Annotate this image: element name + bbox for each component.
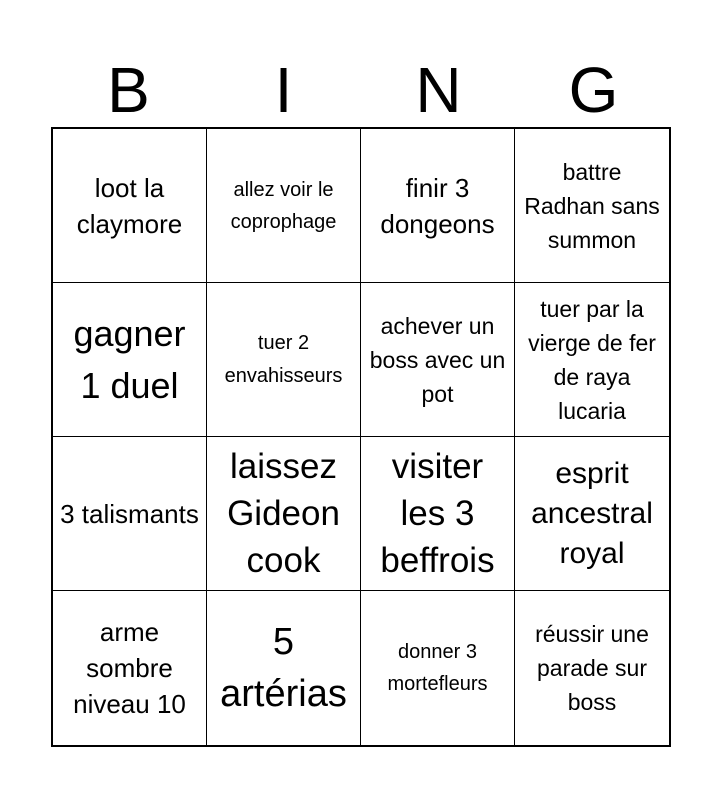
header-letter-n: N	[415, 54, 462, 126]
bingo-cell-r1-c1[interactable]	[53, 129, 207, 283]
cell-text: esprit ancestral royal	[531, 456, 653, 570]
bingo-header	[51, 52, 671, 128]
bingo-cell-r3-c3[interactable]	[361, 437, 515, 591]
cell-text: donner 3 mortefleurs	[387, 641, 488, 695]
cell-text: réussir une parade sur boss	[535, 621, 649, 715]
bingo-cell-r2-c3[interactable]	[361, 283, 515, 437]
bingo-cell-r2-c2[interactable]	[207, 283, 361, 437]
cell-text: battre Radhan sans summon	[524, 158, 660, 253]
bingo-cell-r2-c1[interactable]	[53, 283, 207, 437]
cell-text: arme sombre niveau 10	[73, 617, 186, 719]
bingo-cell-r4-c1[interactable]	[53, 591, 207, 745]
cell-text: tuer par la vierge de fer de raya lucaria	[528, 295, 656, 424]
bingo-cell-r3-c4[interactable]	[515, 437, 669, 591]
header-letter-i: I	[274, 54, 293, 126]
cell-text: loot la claymore	[76, 172, 183, 239]
bingo-cell-r1-c4[interactable]	[515, 129, 669, 283]
bingo-cell-r1-c2[interactable]	[207, 129, 361, 283]
header-letter-b: B	[107, 54, 150, 126]
bingo-cell-r4-c2[interactable]	[207, 591, 361, 745]
cell-text: finir 3 dongeons	[380, 172, 495, 239]
cell-text: visiter les 3 beffrois	[380, 447, 495, 580]
cell-text: laissez Gideon cook	[227, 447, 340, 580]
bingo-cell-r4-c4[interactable]	[515, 591, 669, 745]
header-letter-g: G	[568, 54, 619, 126]
cell-text: 5 artérias	[220, 621, 347, 715]
bingo-cell-r3-c1[interactable]	[53, 437, 207, 591]
cell-text: 3 talismants	[60, 498, 199, 529]
cell-text: tuer 2 envahisseurs	[224, 331, 343, 387]
bingo-cell-r3-c2[interactable]	[207, 437, 361, 591]
bingo-cell-r1-c3[interactable]	[361, 129, 515, 283]
cell-text: allez voir le coprophage	[230, 178, 337, 233]
cell-text: achever un boss avec un pot	[369, 312, 506, 407]
bingo-cell-r4-c3[interactable]	[361, 591, 515, 745]
bingo-grid	[51, 127, 671, 747]
bingo-cell-r2-c4[interactable]	[515, 283, 669, 437]
cell-text: gagner 1 duel	[73, 312, 186, 406]
